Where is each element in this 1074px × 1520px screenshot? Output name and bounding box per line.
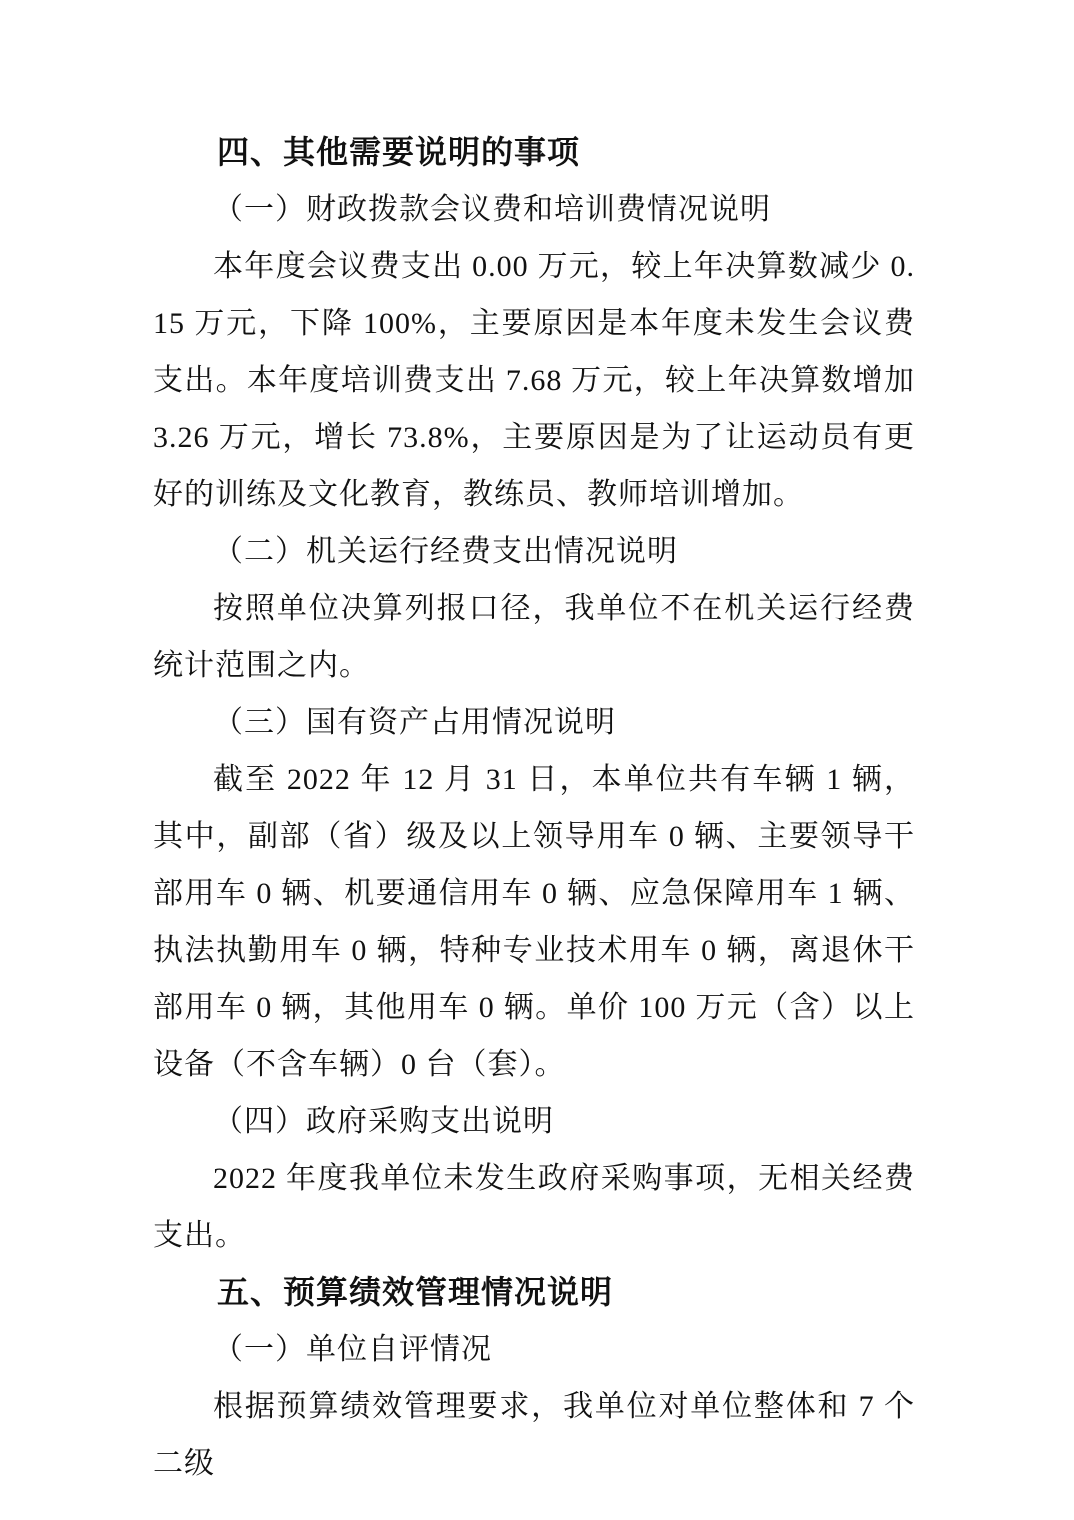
- subheading-4-4: （四）政府采购支出说明: [213, 1105, 554, 1138]
- section-heading-4: 四、其他需要说明的事项: [217, 134, 581, 170]
- subheading-4-2: （二）机关运行经费支出情况说明: [213, 535, 678, 568]
- paragraph-operating-expense: 按照单位决算列报口径，我单位不在机关运行经费统计范围之内。: [153, 592, 915, 682]
- subheading-4-3: （三）国有资产占用情况说明: [213, 706, 616, 739]
- paragraph-gov-procurement: 2022 年度我单位未发生政府采购事项，无相关经费支出。: [153, 1162, 915, 1252]
- section-heading-5: 五、预算绩效管理情况说明: [217, 1274, 614, 1310]
- paragraph-self-evaluation: 根据预算绩效管理要求，我单位对单位整体和 7 个二级: [153, 1390, 915, 1480]
- document-body: [153, 124, 915, 1492]
- paragraph-state-assets: 截至 2022 年 12 月 31 日，本单位共有车辆 1 辆，其中，副部（省）级及以上领导用车 0 辆、主要领导干部用车 0 辆、机要通信用车 0 辆、应急保障用车 1 辆、执法执勤用车 0 辆，特种专业技术用车 0 辆，离退休干部用车 0 辆，其他用车 0 辆。单价 100 万元（含）以上设备（不含车辆）0 台（套）。: [153, 763, 915, 1081]
- subheading-4-1: （一）财政拨款会议费和培训费情况说明: [213, 193, 771, 226]
- paragraph-meeting-training: 本年度会议费支出 0.00 万元，较上年决算数减少 0.15 万元，下降 100%，主要原因是本年度未发生会议费支出。本年度培训费支出 7.68 万元，较上年决算数增加 3.26 万元，增长 73.8%，主要原因是为了让运动员有更好的训练及文化教育，教练员、教师培训增加。: [153, 250, 915, 511]
- subheading-5-1: （一）单位自评情况: [213, 1333, 492, 1366]
